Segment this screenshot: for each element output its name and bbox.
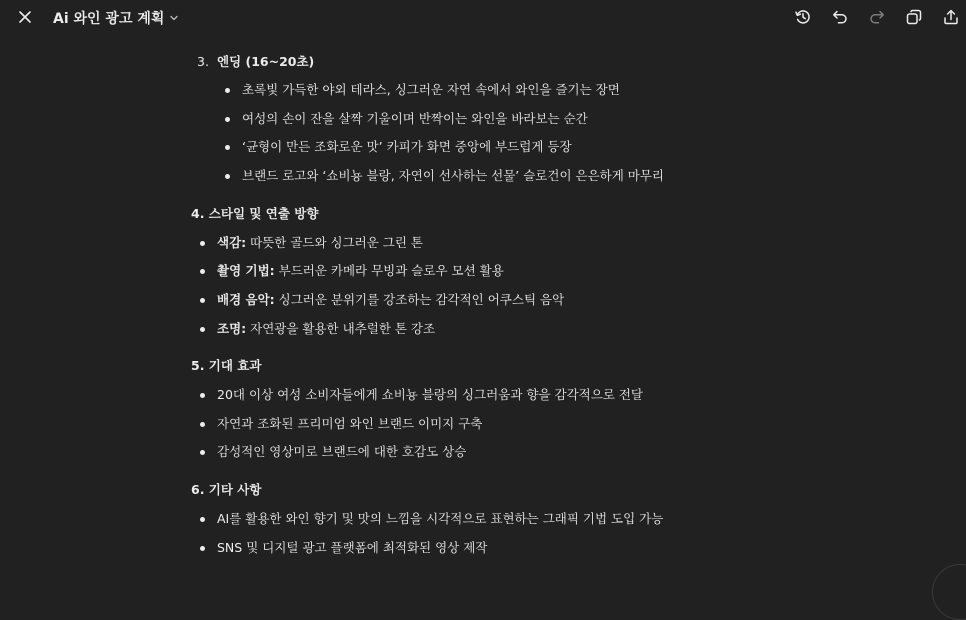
section-4-heading: 4. 스타일 및 연출 방향 bbox=[191, 206, 318, 222]
list-item: 감성적인 영상미로 브랜드에 대한 호감도 상승 bbox=[217, 444, 466, 460]
close-button[interactable] bbox=[14, 6, 36, 28]
section-3-number: 3. bbox=[197, 54, 209, 70]
list-item bbox=[217, 292, 564, 308]
list-item: 자연과 조화된 프리미엄 와인 브랜드 이미지 구축 bbox=[217, 416, 482, 432]
item-text: 따뜻한 골드와 싱그러운 그린 톤 bbox=[246, 235, 423, 250]
item-text: 자연광을 활용한 내추럴한 톤 강조 bbox=[246, 321, 435, 336]
item-label: 색감: bbox=[217, 235, 246, 250]
top-bar bbox=[0, 0, 966, 36]
document-title[interactable] bbox=[53, 8, 179, 28]
list-item: 여성의 손이 잔을 살짝 기울이며 반짝이는 와인을 바라보는 순간 bbox=[242, 111, 588, 127]
bullet-dot bbox=[200, 269, 205, 274]
item-label: 조명: bbox=[217, 321, 246, 336]
bullet-dot bbox=[200, 393, 205, 398]
close-icon bbox=[18, 10, 32, 24]
bullet-dot bbox=[225, 117, 230, 122]
history-button[interactable] bbox=[792, 6, 814, 28]
share-button[interactable] bbox=[940, 6, 962, 28]
toolbar bbox=[777, 6, 962, 28]
list-item bbox=[217, 321, 435, 337]
copy-icon bbox=[905, 8, 923, 26]
item-text: 싱그러운 분위기를 강조하는 감각적인 어쿠스틱 음악 bbox=[275, 292, 565, 307]
list-item: AI를 활용한 와인 향기 및 맛의 느낌을 시각적으로 표현하는 그래픽 기법 도입 가능 bbox=[217, 511, 663, 527]
undo-button[interactable] bbox=[829, 6, 851, 28]
undo-icon bbox=[831, 8, 849, 26]
copy-button[interactable] bbox=[903, 6, 925, 28]
list-item: 초록빛 가득한 야외 테라스, 싱그러운 자연 속에서 와인을 즐기는 장면 bbox=[242, 82, 620, 98]
redo-icon bbox=[868, 8, 886, 26]
list-item bbox=[217, 235, 423, 251]
bullet-dot bbox=[200, 422, 205, 427]
share-icon bbox=[942, 8, 960, 26]
section-6-heading: 6. 기타 사항 bbox=[191, 482, 261, 498]
section-3-heading: 엔딩 (16~20초) bbox=[217, 54, 314, 70]
history-icon bbox=[794, 8, 812, 26]
bullet-dot bbox=[225, 88, 230, 93]
bullet-dot bbox=[200, 546, 205, 551]
list-item: 브랜드 로고와 ‘쇼비뇽 블랑, 자연이 선사하는 선물’ 슬로건이 은은하게 마무리 bbox=[242, 168, 664, 184]
list-item: SNS 및 디지털 광고 플랫폼에 최적화된 영상 제작 bbox=[217, 540, 487, 556]
bullet-dot bbox=[200, 517, 205, 522]
list-item bbox=[217, 263, 504, 279]
bullet-dot bbox=[225, 145, 230, 150]
list-item: ‘균형이 만든 조화로운 맛’ 카피가 화면 중앙에 부드럽게 등장 bbox=[242, 139, 572, 155]
section-5-heading: 5. 기대 효과 bbox=[191, 358, 261, 374]
bullet-dot bbox=[200, 327, 205, 332]
item-label: 촬영 기법: bbox=[217, 263, 275, 278]
redo-button[interactable] bbox=[866, 6, 888, 28]
chevron-down-icon bbox=[169, 13, 179, 23]
bullet-dot bbox=[200, 298, 205, 303]
bullet-dot bbox=[200, 241, 205, 246]
document-title-text: Ai 와인 광고 계획 bbox=[53, 8, 164, 28]
bullet-dot bbox=[200, 450, 205, 455]
item-label: 배경 음악: bbox=[217, 292, 275, 307]
item-text: 부드러운 카메라 무빙과 슬로우 모션 활용 bbox=[275, 263, 504, 278]
list-item: 20대 이상 여성 소비자들에게 쇼비뇽 블랑의 싱그러움과 향을 감각적으로 전달 bbox=[217, 387, 643, 403]
scroll-to-bottom-button[interactable] bbox=[932, 564, 966, 620]
bullet-dot bbox=[225, 174, 230, 179]
